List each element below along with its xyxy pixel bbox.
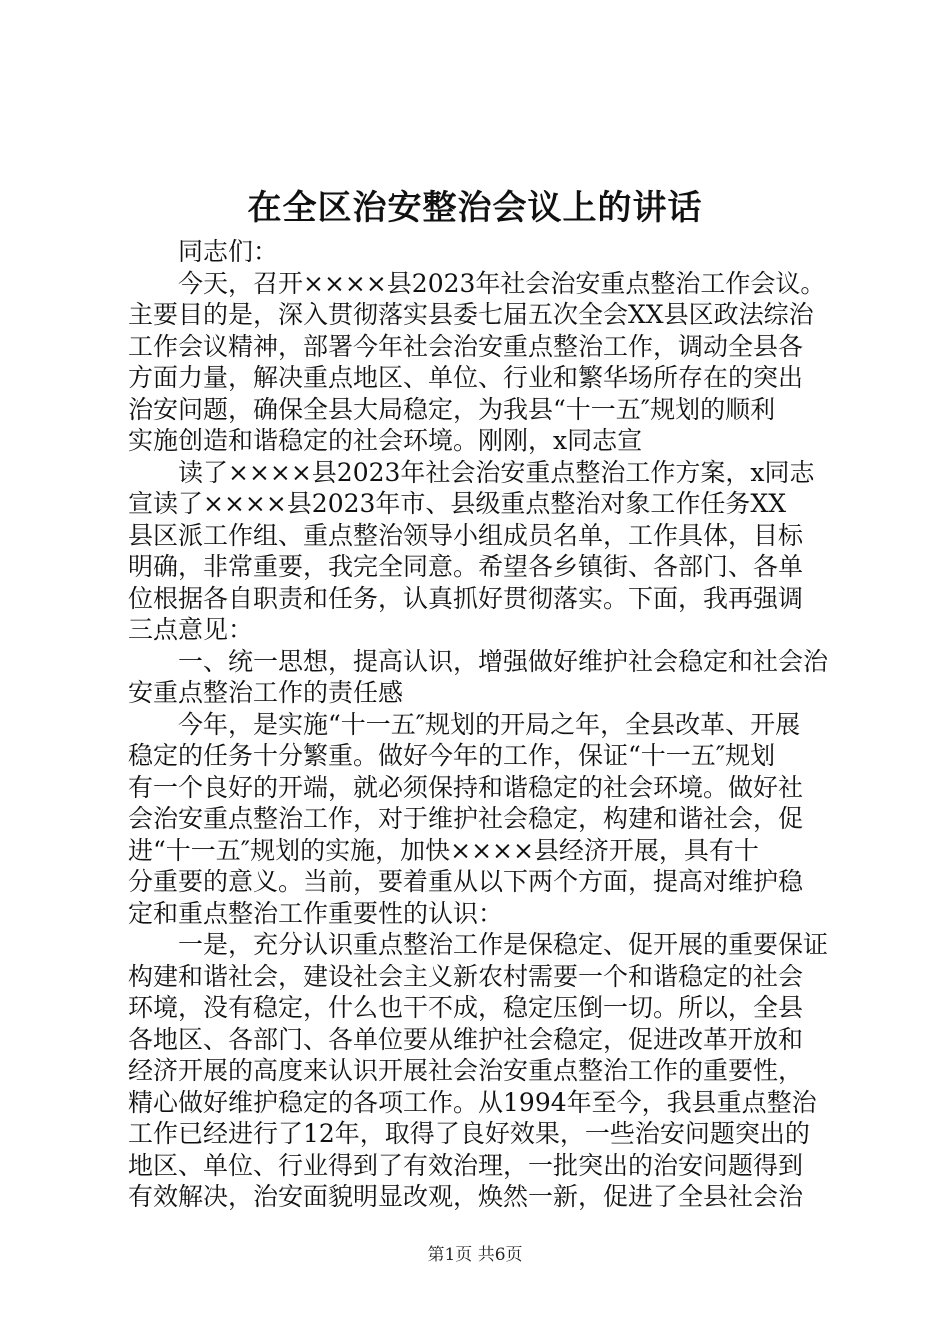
page-footer: 第1页 共6页 — [427, 1245, 523, 1265]
section-heading: 安重点整治工作的责任感 — [128, 678, 404, 707]
text-line: 方面力量，解决重点地区、单位、行业和繁华场所存在的突出 — [128, 363, 804, 392]
page-title: 在全区治安整治会议上的讲话 — [247, 188, 703, 228]
text-line: 位根据各自职责和任务，认真抓好贯彻落实。下面，我再强调 — [128, 583, 804, 613]
text-line: 县区派工作组、重点整治领导小组成员名单，工作具体，目标 — [128, 520, 804, 550]
text-line: 精心做好维护稳定的各项工作。从1994年至今，我县重点整治 — [128, 1087, 817, 1117]
text-line: 有效解决，治安面貌明显改观，焕然一新，促进了全县社会治 — [128, 1182, 804, 1211]
text-line: 构建和谐社会，建设社会主义新农村需要一个和谐稳定的社会 — [128, 961, 804, 991]
text-line: 有一个良好的开端，就必须保持和谐稳定的社会环境。做好社 — [128, 772, 804, 802]
text-line: 今年，是实施“十一五″规划的开局之年，全县改革、开展 — [178, 709, 801, 739]
text-line: 主要目的是，深入贯彻落实县委七届五次全会XX县区政法综治 — [128, 300, 814, 329]
text-line: 环境，没有稳定，什么也干不成，稳定压倒一切。所以，全县 — [128, 993, 804, 1022]
text-line: 实施创造和谐稳定的社会环境。刚刚，x同志宣 — [128, 426, 643, 455]
text-line: 今天，召开××××县2023年社会治安重点整治工作会议。 — [178, 268, 826, 298]
text-line: 定和重点整治工作重要性的认识： — [128, 898, 504, 928]
text-line: 经济开展的高度来认识开展社会治安重点整治工作的重要性， — [128, 1056, 804, 1085]
text-line: 治安问题，确保全县大局稳定，为我县“十一五″规划的顺利 — [128, 394, 776, 424]
text-line: 进“十一五″规划的实施，加快××××县经济开展，具有十 — [128, 835, 759, 865]
speech-body — [128, 236, 836, 1213]
text-line: 工作已经进行了12年，取得了良好效果，一些治安问题突出的 — [128, 1119, 810, 1148]
text-line: 各地区、各部门、各单位要从维护社会稳定，促进改革开放和 — [128, 1024, 804, 1054]
text-line: 读了××××县2023年社会治安重点整治工作方案，x同志 — [178, 457, 815, 487]
text-line: 稳定的任务十分繁重。做好今年的工作，保证“十一五″规划 — [128, 741, 776, 770]
text-line: 会治安重点整治工作，对于维护社会稳定，构建和谐社会，促 — [128, 804, 804, 833]
text-line: 工作会议精神，部署今年社会治安重点整治工作，调动全县各 — [128, 331, 804, 361]
text-line: 一是，充分认识重点整治工作是保稳定、促开展的重要保证 — [178, 930, 829, 959]
section-heading: 一、统一思想，提高认识，增强做好维护社会稳定和社会治 — [178, 646, 829, 676]
salutation: 同志们： — [178, 237, 279, 266]
text-line: 宣读了××××县2023年市、县级重点整治对象工作任务XX — [128, 489, 787, 518]
text-line: 地区、单位、行业得到了有效治理，一批突出的治安问题得到 — [128, 1150, 804, 1180]
text-line: 三点意见： — [128, 615, 254, 644]
text-line: 分重要的意义。当前，要着重从以下两个方面，提高对维护稳 — [128, 867, 804, 896]
text-line: 明确，非常重要，我完全同意。希望各乡镇街、各部门、各单 — [128, 552, 804, 581]
